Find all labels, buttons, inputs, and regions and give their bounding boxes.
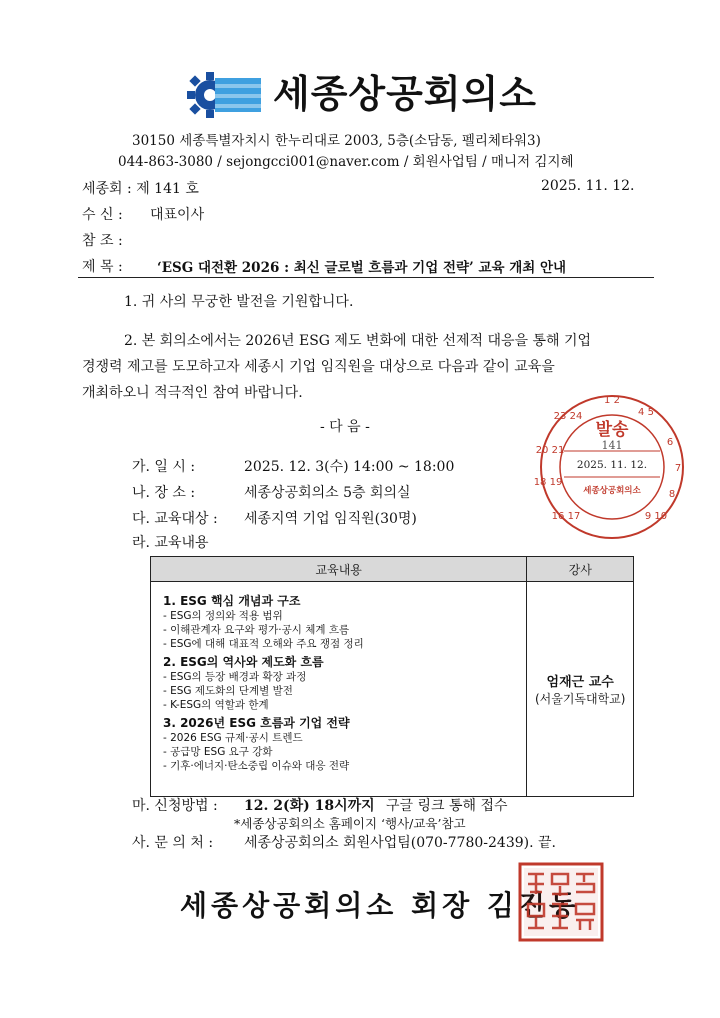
dispatch-stamp	[533, 393, 686, 541]
item-ma-label: 마. 신청방법 :	[132, 798, 218, 814]
instructor-cell	[527, 582, 634, 797]
section-title: 3. 2026년 ESG 흐름과 기업 전략	[163, 716, 350, 730]
svg-text:20 21: 20 21	[535, 445, 565, 456]
svg-text:7: 7	[674, 463, 682, 474]
item-sa-label: 사. 문 의 처 :	[132, 835, 214, 851]
section-item: - ESG의 등장 배경과 확장 과정	[163, 671, 307, 683]
section-item: - ESG의 정의와 적용 범위	[163, 610, 283, 622]
item-da-value: 세종지역 기업 임직원(30명)	[244, 511, 417, 527]
stamp-date: 2025. 11. 12.	[576, 459, 648, 471]
section-item: - 공급망 ESG 요구 강화	[163, 746, 273, 758]
svg-text:23 24: 23 24	[553, 411, 583, 422]
official-seal	[518, 862, 604, 942]
paragraph-1: 1. 귀 사의 무궁한 발전을 기원합니다.	[124, 294, 354, 310]
reference-label: 참 조 :	[82, 233, 123, 249]
item-na-value: 세종상공회의소 5층 회의실	[244, 485, 411, 501]
doc-date: 2025. 11. 12.	[541, 178, 635, 194]
section-title: 1. ESG 핵심 개념과 구조	[163, 594, 301, 608]
item-da-label: 다. 교육대상 :	[132, 511, 218, 527]
svg-text:18 19: 18 19	[533, 477, 563, 488]
da-eum-heading: - 다 음 -	[320, 419, 370, 435]
signature: 세종상공회의소 회장 김진동	[180, 889, 581, 922]
item-na-label: 나. 장 소 :	[132, 485, 196, 501]
stamp-number: 141	[601, 439, 623, 452]
item-ma-value: 구글 링크 통해 접수	[386, 798, 508, 814]
contact-line: 044-863-3080 / sejongcci001@naver.com / 회원사업팀 / 매니저 김지혜	[118, 154, 574, 170]
address-line: 30150 세종특별자치시 한누리대로 2003, 5층(소담동, 펠리체타워3)	[132, 133, 541, 149]
svg-text:16 17: 16 17	[551, 511, 581, 522]
subject: ‘ESG 대전환 2026 : 최신 글로벌 흐름과 기업 전략’ 교육 개최 안내	[157, 260, 567, 276]
recipient-label: 수 신 :	[82, 207, 123, 223]
org-name: 세종상공회의소	[273, 72, 537, 116]
item-ma-deadline: 12. 2(화) 18시까지	[244, 798, 375, 814]
paragraph-2-line-1: 2. 본 회의소에서는 2026년 ESG 제도 변화에 대한 선제적 대응을 통해 기업	[124, 333, 592, 349]
section-item: - ESG에 대해 대표적 오해와 주요 쟁점 정리	[163, 638, 364, 650]
item-sa-value: 세종상공회의소 회원사업팀(070-7780-2439). 끝.	[244, 835, 556, 851]
item-ga-value: 2025. 12. 3(수) 14:00 ~ 18:00	[244, 459, 455, 475]
svg-text:8: 8	[668, 489, 676, 500]
item-ga-label: 가. 일 시 :	[132, 459, 196, 475]
instructor-name: 엄재근 교수	[546, 675, 614, 690]
col-header-content: 교육내용	[151, 557, 527, 582]
stamp-title: 발송	[595, 420, 629, 440]
gear-icon	[185, 70, 265, 120]
section-item: - K-ESG의 역할과 한계	[163, 699, 269, 711]
doc-number: 세종회 : 제 141 호	[82, 181, 199, 197]
section-item: - 기후·에너지·탄소중립 이슈와 대응 전략	[163, 760, 350, 772]
section-title: 2. ESG의 역사와 제도화 흐름	[163, 655, 324, 669]
svg-text:4 5: 4 5	[638, 407, 654, 418]
content-cell	[151, 582, 527, 797]
paragraph-2-line-3: 개최하오니 적극적인 참여 바랍니다.	[82, 385, 303, 401]
education-table	[150, 556, 634, 797]
section-item: - ESG 제도화의 단계별 발전	[163, 685, 293, 697]
col-header-instructor: 강사	[527, 557, 634, 582]
svg-text:1 2: 1 2	[604, 395, 620, 406]
recipient: 대표이사	[150, 207, 205, 223]
instructor-affiliation: (서울기독대학교)	[534, 692, 626, 706]
paragraph-2-line-2: 경쟁력 제고를 도모하고자 세종시 기업 임직원을 대상으로 다음과 같이 교육을	[82, 359, 555, 375]
item-ma-note: *세종상공회의소 홈페이지 ‘행사/교육’참고	[234, 816, 466, 831]
section-item: - 2026 ESG 규제·공시 트렌드	[163, 732, 303, 744]
stamp-org: 세종상공회의소	[583, 486, 641, 496]
svg-text:9 10: 9 10	[644, 511, 668, 522]
svg-text:6: 6	[666, 437, 674, 448]
item-ra-label: 라. 교육내용	[132, 535, 209, 551]
divider	[78, 277, 654, 278]
section-item: - 이해관계자 요구와 평가·공시 체계 흐름	[163, 624, 350, 636]
subject-label: 제 목 :	[82, 259, 123, 275]
org-logo	[185, 70, 535, 120]
